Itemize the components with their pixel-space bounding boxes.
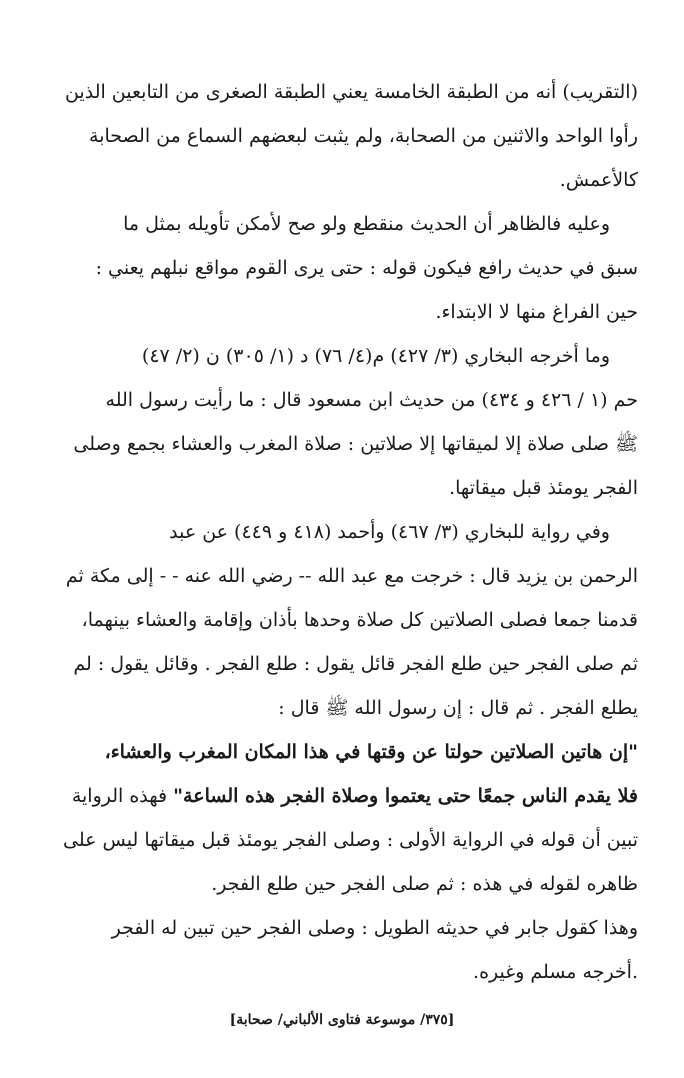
text-line: الرحمن بن يزيد قال : خرجت مع عبد الله -- رضي الله عنه - - إلى مكة ثم (65, 565, 638, 587)
page-footer: [٣٧٥/ موسوعة فتاوى الألباني/ صحابة] (229, 1012, 455, 1028)
quoted-hadith-line: "إن هاتين الصلاتين حولتا عن وقتها في هذا المكان المغرب والعشاء، (104, 741, 638, 763)
text-line: وما أخرجه البخاري (٣/ ٤٢٧) م(٤/ ٧٦) د (١/ ٣٠٥) ن (٢/ ٤٧) (141, 345, 610, 367)
paragraph-3 (73, 334, 638, 510)
text-line: حين الفراغ منها لا الابتداء. (435, 301, 638, 323)
text-line: سبق في حديث رافع فيكون قوله : حتى يرى القوم مواقع نبلهم يعني : (95, 257, 638, 279)
text-line: يطلع الفجر . ثم قال : إن رسول الله ﷺ قال : (278, 697, 638, 719)
text-line: قدمنا جمعا فصلى الصلاتين كل صلاة وحدها بأذان وإقامة والعشاء بينهما، (81, 609, 638, 631)
text-line: حم (١ / ٤٢٦ و ٤٣٤) من حديث ابن مسعود قال : ما رأيت رسول الله (105, 389, 638, 411)
quoted-hadith-line-mixed (71, 774, 638, 818)
quoted-hadith-bold: فلا يقدم الناس جمعًا حتى يعتموا وصلاة الفجر هذه الساعة" (173, 785, 638, 807)
page-body (63, 70, 638, 994)
paragraph-1 (64, 70, 638, 202)
paragraph-4 (65, 510, 638, 730)
text-line: رأوا الواحد والاثنين من الصحابة، ولم يثبت لبعضهم السماع من الصحابة (89, 125, 638, 147)
text-line: الفجر يومئذ قبل ميقاتها. (449, 477, 638, 499)
paragraph-2 (86, 202, 638, 334)
text-line: (التقريب) أنه من الطبقة الخامسة يعني الطبقة الصغرى من التابعين الذين (64, 81, 638, 103)
text-line: .أخرجه مسلم وغيره. (473, 961, 638, 983)
text-line: وفي رواية للبخاري (٣/ ٤٦٧) وأحمد (٤١٨ و ٤٤٩) عن عبد (169, 521, 610, 543)
text-continuation: فهذه الرواية (71, 785, 174, 807)
paragraph-6 (86, 906, 638, 994)
text-line: وعليه فالظاهر أن الحديث منقطع ولو صح لأمكن تأويله بمثل ما (123, 213, 610, 235)
text-line: ثم صلى الفجر حين طلع الفجر قائل يقول : طلع الفجر . وقائل يقول : لم (73, 653, 638, 675)
paragraph-5 (63, 730, 638, 906)
text-line: وهذا كقول جابر في حديثه الطويل : وصلى الفجر حين تبين له الفجر (111, 917, 638, 939)
text-line: ظاهره لقوله في هذه : ثم صلى الفجر حين طلع الفجر. (211, 873, 638, 895)
text-line: تبين أن قوله في الرواية الأولى : وصلى الفجر يومئذ قبل ميقاتها ليس على (63, 829, 638, 851)
text-line: ﷺ صلى صلاة إلا لميقاتها إلا صلاتين : صلاة المغرب والعشاء بجمع وصلى (73, 433, 638, 455)
text-line: كالأعمش. (559, 169, 638, 191)
